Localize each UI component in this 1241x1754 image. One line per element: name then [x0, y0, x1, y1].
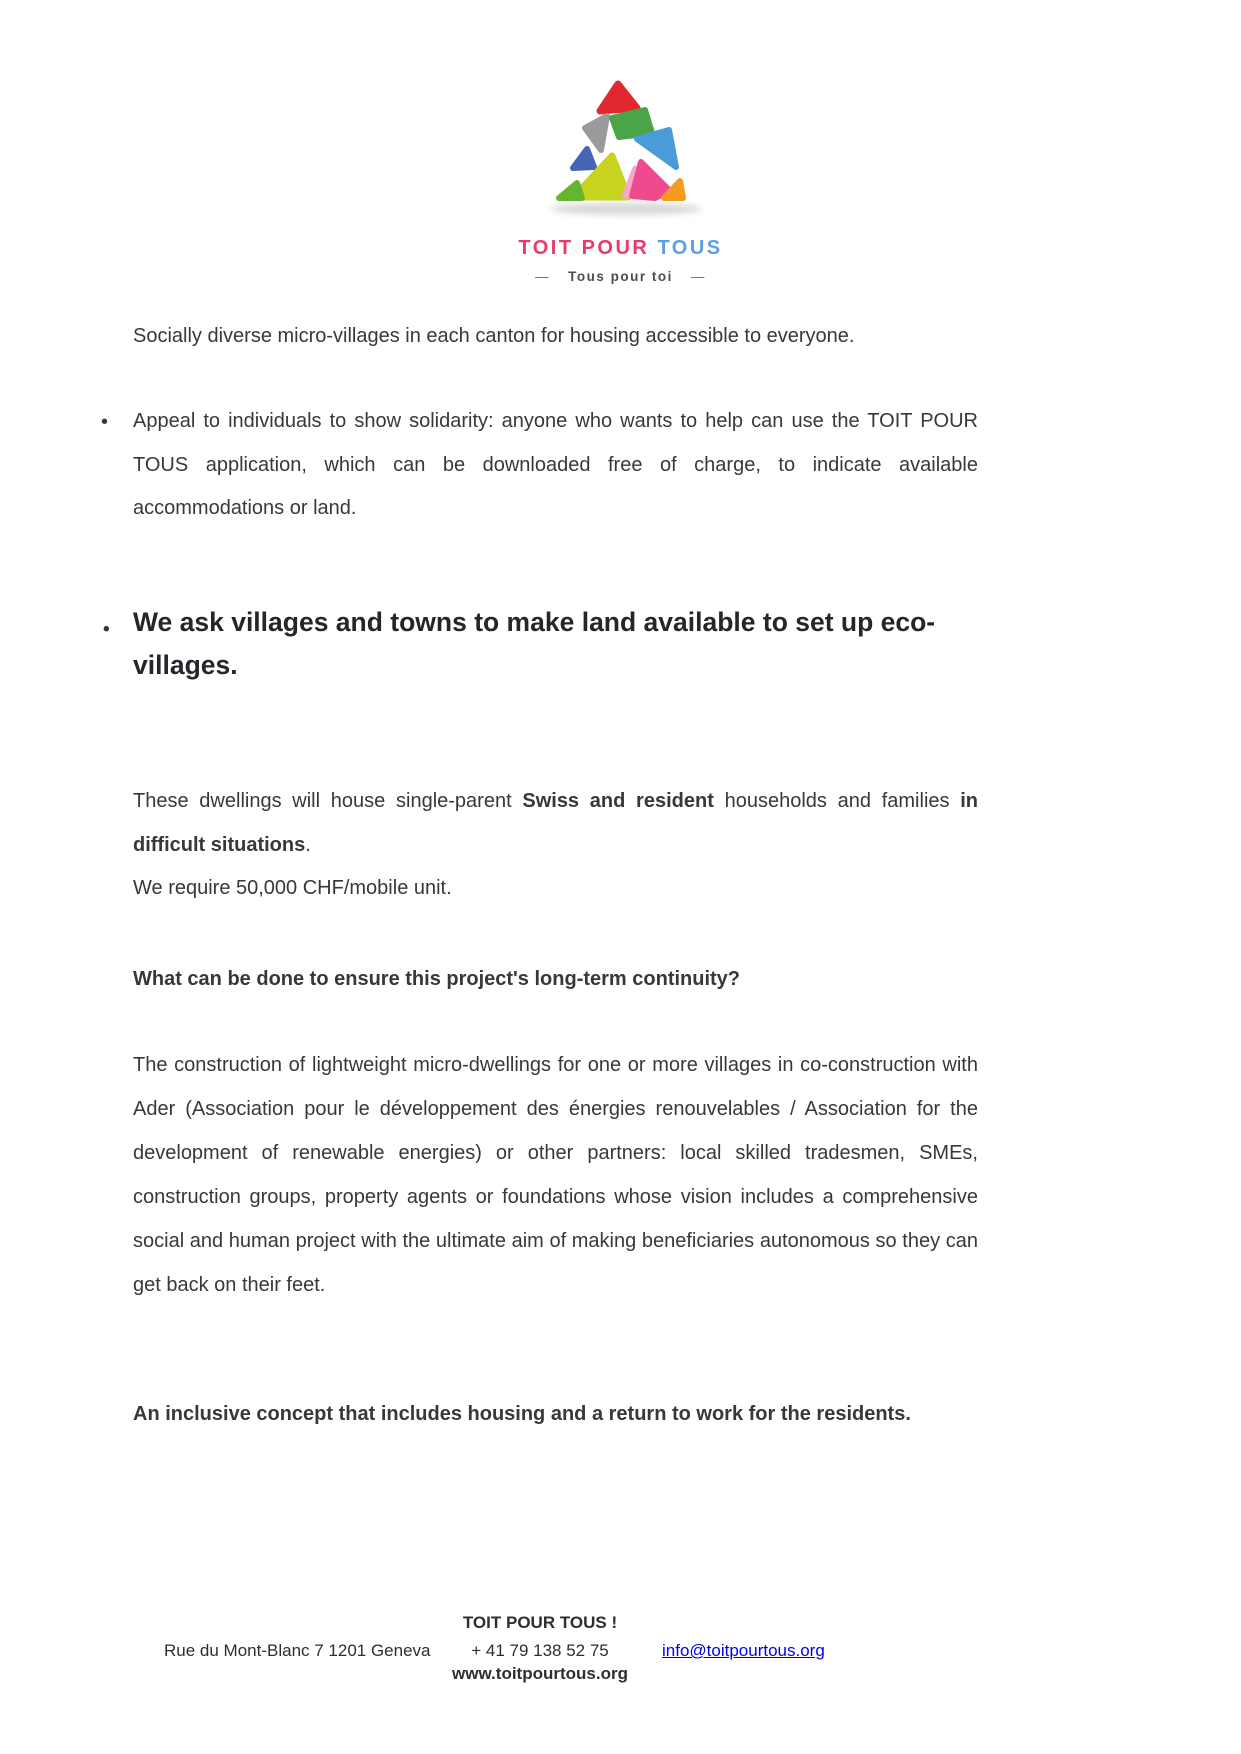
eco-villages-heading — [103, 601, 989, 687]
inclusive-concept-heading: An inclusive concept that includes housing and a return to work for the residents. — [133, 1403, 911, 1425]
bullet-appeal-paragraph — [101, 400, 978, 531]
construction-paragraph: The construction of lightweight micro-dwellings for one or more villages in co-construction with Ader (Association pour le développement des énergies renouvelables / Association for the development of renewable energies) or other partners: local skilled tradesmen, SMEs, construction groups, property agents or foundations whose vision includes a comprehensive social and human project with the ultimate aim of making beneficiaries autonomous so they can get back on their feet. — [133, 1054, 978, 1296]
logo-shard-royal-blue — [573, 149, 594, 168]
logo-wordmark-tous: TOUS — [657, 237, 723, 259]
footer-org-name: TOIT POUR TOUS ! — [462, 1613, 618, 1632]
footer-phone: + 41 79 138 52 75 — [471, 1641, 609, 1660]
dwellings-bold-difficult: in difficult situations — [133, 790, 979, 856]
bullet-icon: • — [101, 411, 109, 433]
footer-website: www.toitpourtous.org — [452, 1664, 628, 1683]
logo-tagline — [0, 269, 1241, 284]
bullet-icon: • — [103, 619, 110, 640]
dwellings-seg3: households and families — [713, 790, 961, 812]
dwellings-seg1: These dwellings will house single-parent — [133, 790, 523, 812]
dwellings-paragraph — [133, 780, 978, 867]
dwellings-bold-swiss: Swiss and resident — [522, 790, 714, 812]
logo-shard-magenta — [632, 162, 670, 198]
footer-email-link[interactable]: info@toitpourtous.org — [662, 1641, 825, 1660]
logo-shadow — [550, 203, 702, 215]
logo-shard-red — [600, 84, 637, 111]
intro-paragraph: Socially diverse micro-villages in each canton for housing accessible to everyone. — [133, 325, 855, 347]
logo-wordmark — [0, 237, 1241, 260]
tagline-left-dash: — — [535, 269, 551, 284]
logo-shard-leaf-green — [559, 183, 582, 198]
continuity-question-heading: What can be done to ensure this project's long-term continuity? — [133, 968, 741, 990]
bullet-appeal-text: Appeal to individuals to show solidarity: anyone who wants to help can use the TOIT POUR TOUS application, which can be downloaded free of charge, to indicate available accommodations or land. — [133, 410, 978, 519]
dwellings-seg5: . — [305, 833, 311, 856]
logo-shard-gray — [585, 116, 607, 150]
tagline-right-dash: — — [690, 269, 706, 284]
require-line: We require 50,000 CHF/mobile unit. — [133, 877, 452, 899]
footer-address: Rue du Mont-Blanc 7 1201 Geneva — [164, 1641, 431, 1660]
tagline-text: Tous pour toi — [568, 269, 673, 284]
eco-villages-heading-text: We ask villages and towns to make land available to set up eco-villages. — [133, 607, 936, 680]
logo-wordmark-toit-pour: TOIT POUR — [518, 237, 650, 259]
logo-shard-green — [612, 110, 652, 137]
toit-pour-tous-logo-icon — [552, 78, 702, 218]
